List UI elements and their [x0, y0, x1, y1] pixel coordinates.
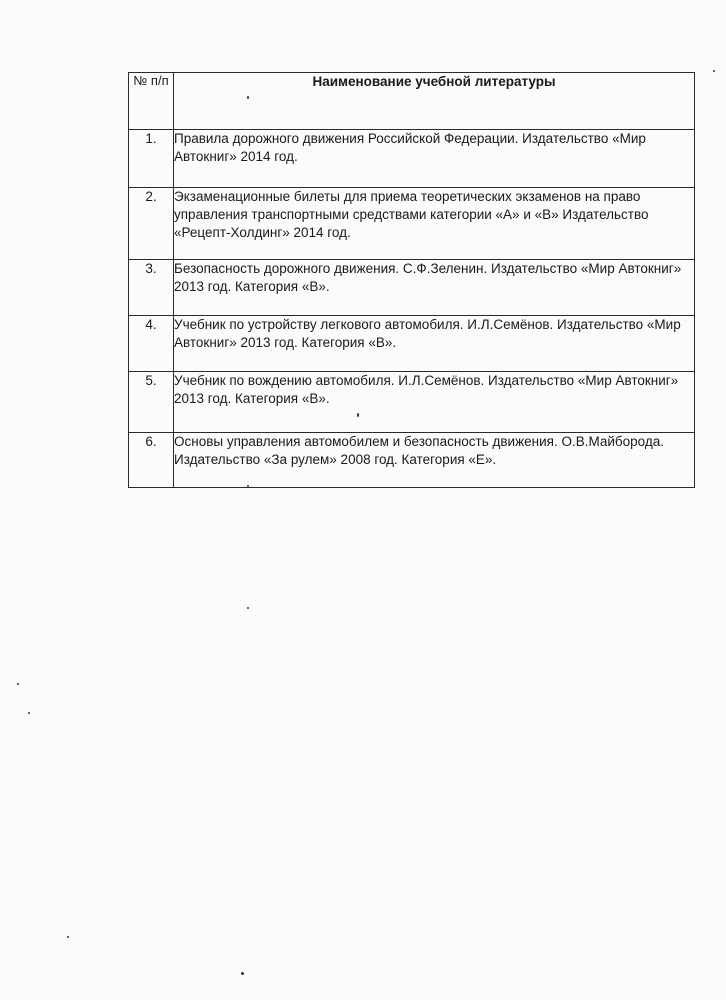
scan-speck	[67, 936, 69, 938]
book-title: Учебник по устройству легкового автомобиля. И.Л.Семёнов. Издательство «Мир Автокниг» 2013 год. Категория «В».	[174, 316, 695, 372]
table-row	[129, 130, 695, 188]
table-row	[129, 433, 695, 488]
row-number: 4.	[129, 316, 174, 372]
title-column-header: Наименование учебной литературы	[174, 73, 695, 130]
scan-speck	[247, 96, 249, 99]
scan-speck	[247, 485, 249, 487]
scan-speck	[28, 712, 30, 714]
scan-speck	[241, 972, 244, 975]
table-row	[129, 316, 695, 372]
scan-speck	[713, 70, 715, 72]
row-number: 6.	[129, 433, 174, 488]
literature-table	[128, 72, 695, 488]
table-row	[129, 372, 695, 433]
number-column-header: № п/п	[129, 73, 174, 130]
book-title: Основы управления автомобилем и безопасность движения. О.В.Майборода. Издательство «За рулем» 2008 год. Категория «Е».	[174, 433, 695, 488]
row-number: 1.	[129, 130, 174, 188]
row-number: 5.	[129, 372, 174, 433]
row-number: 3.	[129, 260, 174, 316]
table-row	[129, 260, 695, 316]
book-title: Экзаменационные билеты для приема теоретических экзаменов на право управления транспортными средствами категории «А» и «В» Издательство «Рецепт-Холдинг» 2014 год.	[174, 188, 695, 260]
scan-speck	[17, 683, 19, 685]
scan-speck	[247, 607, 249, 609]
table-row	[129, 188, 695, 260]
row-number: 2.	[129, 188, 174, 260]
table-header-row	[129, 73, 695, 130]
book-title: Безопасность дорожного движения. С.Ф.Зеленин. Издательство «Мир Автокниг» 2013 год. Категория «В».	[174, 260, 695, 316]
book-title: Правила дорожного движения Российской Федерации. Издательство «Мир Автокниг» 2014 год.	[174, 130, 695, 188]
book-title: Учебник по вождению автомобиля. И.Л.Семёнов. Издательство «Мир Автокниг» 2013 год. Категория «В».	[174, 372, 695, 433]
scan-speck	[357, 413, 359, 417]
